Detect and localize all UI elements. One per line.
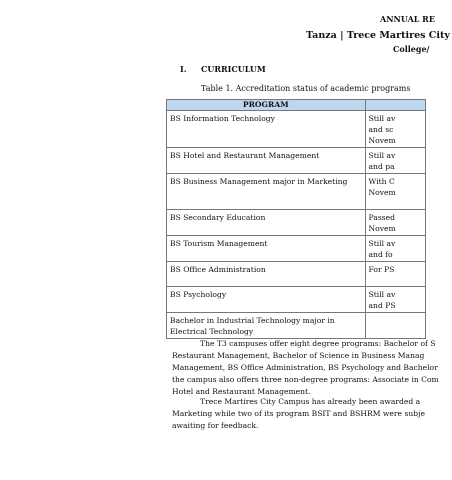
program-cell: BS Psychology <box>167 287 366 313</box>
table-row <box>167 287 426 313</box>
paragraph-line: Trece Martires City Campus has already been awarded a <box>200 397 421 406</box>
table-row <box>167 174 426 210</box>
program-cell: BS Secondary Education <box>167 210 366 236</box>
status-line: With C <box>368 176 395 186</box>
paragraph-programs <box>172 338 452 398</box>
report-header: ANNUAL RE <box>380 14 435 24</box>
column-header-program: PROGRAM <box>167 100 366 111</box>
paragraph-line: Hotel and Restaurant Management. <box>172 387 311 396</box>
section-number: I. <box>180 64 187 74</box>
college-name: College/ <box>393 44 430 54</box>
paragraph-accreditation <box>172 396 452 432</box>
status-cell <box>365 287 425 313</box>
status-cell <box>365 210 425 236</box>
program-cell: BS Business Management major in Marketing <box>167 174 366 210</box>
table-row <box>167 210 426 236</box>
paragraph-line: The T3 campuses offer eight degree programs: Bachelor of S <box>200 339 436 348</box>
paragraph-line: the campus also offers three non-degree programs: Associate in Com <box>172 375 439 384</box>
table-row <box>167 313 426 339</box>
status-line: Novem <box>368 223 396 233</box>
status-line: Novem <box>368 135 396 145</box>
program-cell: Bachelor in Industrial Technology major in Electrical Technology <box>167 313 366 339</box>
status-cell <box>365 236 425 262</box>
status-line: Still av <box>368 113 396 123</box>
status-line: For PS <box>368 264 395 274</box>
status-line: Still av <box>368 150 396 160</box>
paragraph-line: Management, BS Office Administration, BS Psychology and Bachelor <box>172 363 438 372</box>
campus-name: Tanza | Trece Martires City <box>306 30 450 41</box>
table-header-row <box>167 100 426 111</box>
program-cell: BS Office Administration <box>167 262 366 287</box>
program-cell: BS Information Technology <box>167 111 366 148</box>
section-title: CURRICULUM <box>201 64 266 74</box>
status-line: and fo <box>368 249 393 259</box>
status-line: Passed <box>368 212 395 222</box>
program-cell: BS Hotel and Restaurant Management <box>167 148 366 174</box>
table-row <box>167 111 426 148</box>
status-cell <box>365 148 425 174</box>
program-cell: BS Tourism Management <box>167 236 366 262</box>
status-line: Novem <box>368 187 396 197</box>
table-row <box>167 236 426 262</box>
paragraph-line: Marketing while two of its program BSIT and BSHRM were subje <box>172 409 425 418</box>
status-cell <box>365 111 425 148</box>
status-cell <box>365 174 425 210</box>
status-line: and sc <box>368 124 394 134</box>
status-line: and PS <box>368 300 396 310</box>
table-caption: Table 1. Accreditation status of academic programs <box>201 84 411 93</box>
accreditation-table <box>166 99 426 339</box>
status-line: and pa <box>368 161 395 171</box>
table-row <box>167 148 426 174</box>
paragraph-line: awaiting for feedback. <box>172 421 259 430</box>
status-line: Still av <box>368 238 396 248</box>
status-line: Still av <box>368 289 396 299</box>
status-cell <box>365 313 425 339</box>
paragraph-line: Restaurant Management, Bachelor of Science in Business Manag <box>172 351 425 360</box>
status-cell <box>365 262 425 287</box>
table-row <box>167 262 426 287</box>
column-header-status <box>365 100 425 111</box>
